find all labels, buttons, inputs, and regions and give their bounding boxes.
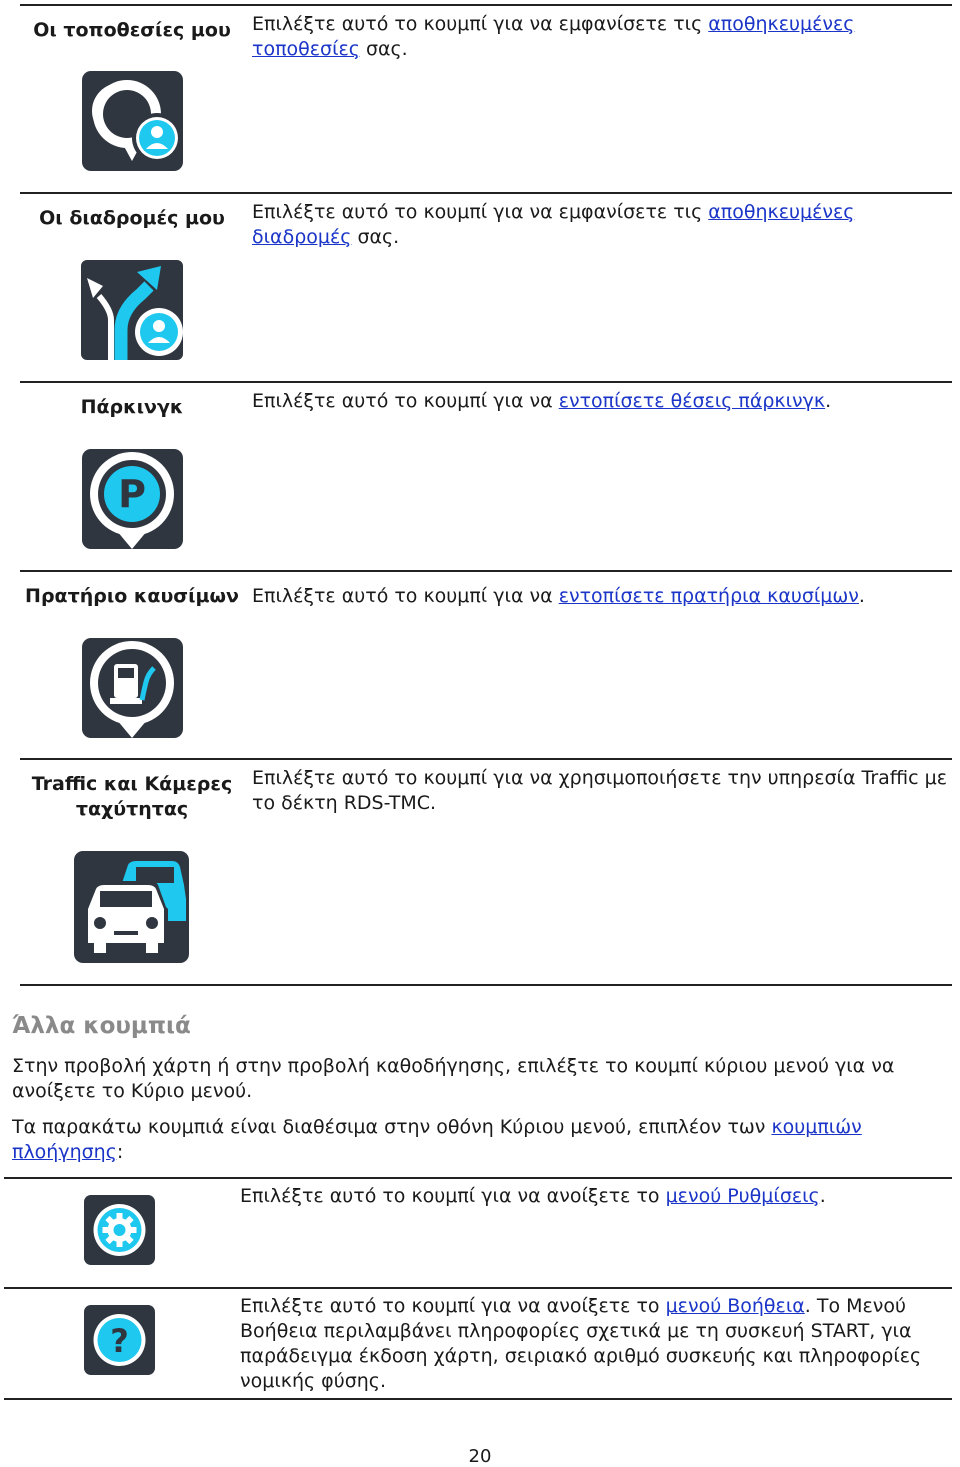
find-parking-link[interactable]: εντοπίσετε θέσεις πάρκινγκ xyxy=(558,390,826,412)
navigation-buttons-link[interactable]: κουμπιών πλοήγησης xyxy=(12,1116,862,1163)
svg-text:P: P xyxy=(118,472,146,516)
para-text: Τα παρακάτω κουμπιά είναι διαθέσιμα στην οθόνη Κύριου μενού, επιπλέον των xyxy=(12,1116,772,1138)
settings-button-description xyxy=(240,1184,940,1209)
row-description-parking xyxy=(252,389,952,414)
table-bottom-divider xyxy=(4,1398,952,1400)
section-title: Άλλα κουμπιά xyxy=(12,1013,191,1039)
my-routes-icon xyxy=(81,260,183,360)
parking-icon xyxy=(82,449,183,549)
svg-text:?: ? xyxy=(110,1322,129,1360)
find-fuel-stations-link[interactable]: εντοπίσετε πρατήρια καυσίμων xyxy=(558,585,859,607)
desc-text: σας. xyxy=(351,226,400,248)
row-label-parking: Πάρκινγκ xyxy=(80,396,184,418)
section-paragraph-1: Στην προβολή χάρτη ή στην προβολή καθοδήγησης, επιλέξτε το κουμπί κύριου μενού για να ανοίξετε το Κύριο μενού. xyxy=(12,1055,895,1102)
row-label-my-routes: Οι διαδρομές μου xyxy=(39,207,225,229)
row-divider xyxy=(4,1177,952,1179)
my-places-icon xyxy=(82,71,183,171)
saved-routes-link[interactable]: αποθηκευμένες διαδρομές xyxy=(252,201,855,248)
row-divider xyxy=(20,4,952,6)
row-divider xyxy=(20,192,952,194)
row-label-traffic: Traffic και Κάμερες ταχύτητας xyxy=(31,773,233,820)
row-description-fuel xyxy=(252,584,952,609)
desc-text: Επιλέξτε αυτό το κουμπί για να xyxy=(252,585,559,607)
desc-text: . Το Μενού Βοήθεια περιλαμβάνει πληροφορίες σχετικά με τη συσκευή START, για παράδειγμα έκδοση χάρτη, σειριακό αριθμό συσκευής και πληροφορίες νομικής φύσης. xyxy=(240,1295,922,1392)
desc-text: . xyxy=(825,390,832,412)
desc-text: σας. xyxy=(359,38,408,60)
settings-menu-link[interactable]: μενού Ρυθμίσεις xyxy=(665,1185,820,1207)
fuel-station-icon xyxy=(82,638,183,738)
settings-gear-icon xyxy=(84,1195,155,1265)
section-paragraph-2 xyxy=(12,1115,957,1165)
table-bottom-divider xyxy=(20,984,952,986)
desc-text: Επιλέξτε αυτό το κουμπί για να ανοίξετε το xyxy=(240,1185,666,1207)
row-label-fuel: Πρατήριο καυσίμων xyxy=(25,585,239,607)
desc-text: Επιλέξτε αυτό το κουμπί για να εμφανίσετε τις xyxy=(252,13,709,35)
row-description-traffic: Επιλέξτε αυτό το κουμπί για να χρησιμοποιήσετε την υπηρεσία Traffic με το δέκτη RDS-TMC. xyxy=(252,767,947,814)
desc-text: . xyxy=(819,1185,826,1207)
help-button-description xyxy=(240,1294,940,1394)
desc-text: Επιλέξτε αυτό το κουμπί για να ανοίξετε το xyxy=(240,1295,666,1317)
row-label-my-places: Οι τοποθεσίες μου xyxy=(33,19,231,41)
desc-text: Επιλέξτε αυτό το κουμπί για να xyxy=(252,390,559,412)
para-text: : xyxy=(116,1141,124,1163)
row-description-my-places xyxy=(252,12,952,62)
row-divider xyxy=(4,1287,952,1289)
help-menu-link[interactable]: μενού Βοήθεια xyxy=(665,1295,805,1317)
help-question-icon xyxy=(84,1305,155,1375)
row-divider xyxy=(20,570,952,572)
traffic-icon xyxy=(74,851,189,963)
row-description-my-routes xyxy=(252,200,952,250)
row-divider xyxy=(20,758,952,760)
page-number: 20 xyxy=(468,1446,492,1467)
desc-text: Επιλέξτε αυτό το κουμπί για να εμφανίσετε τις xyxy=(252,201,709,223)
row-divider xyxy=(20,381,952,383)
desc-text: . xyxy=(858,585,865,607)
saved-places-link[interactable]: αποθηκευμένες τοποθεσίες xyxy=(252,13,855,60)
